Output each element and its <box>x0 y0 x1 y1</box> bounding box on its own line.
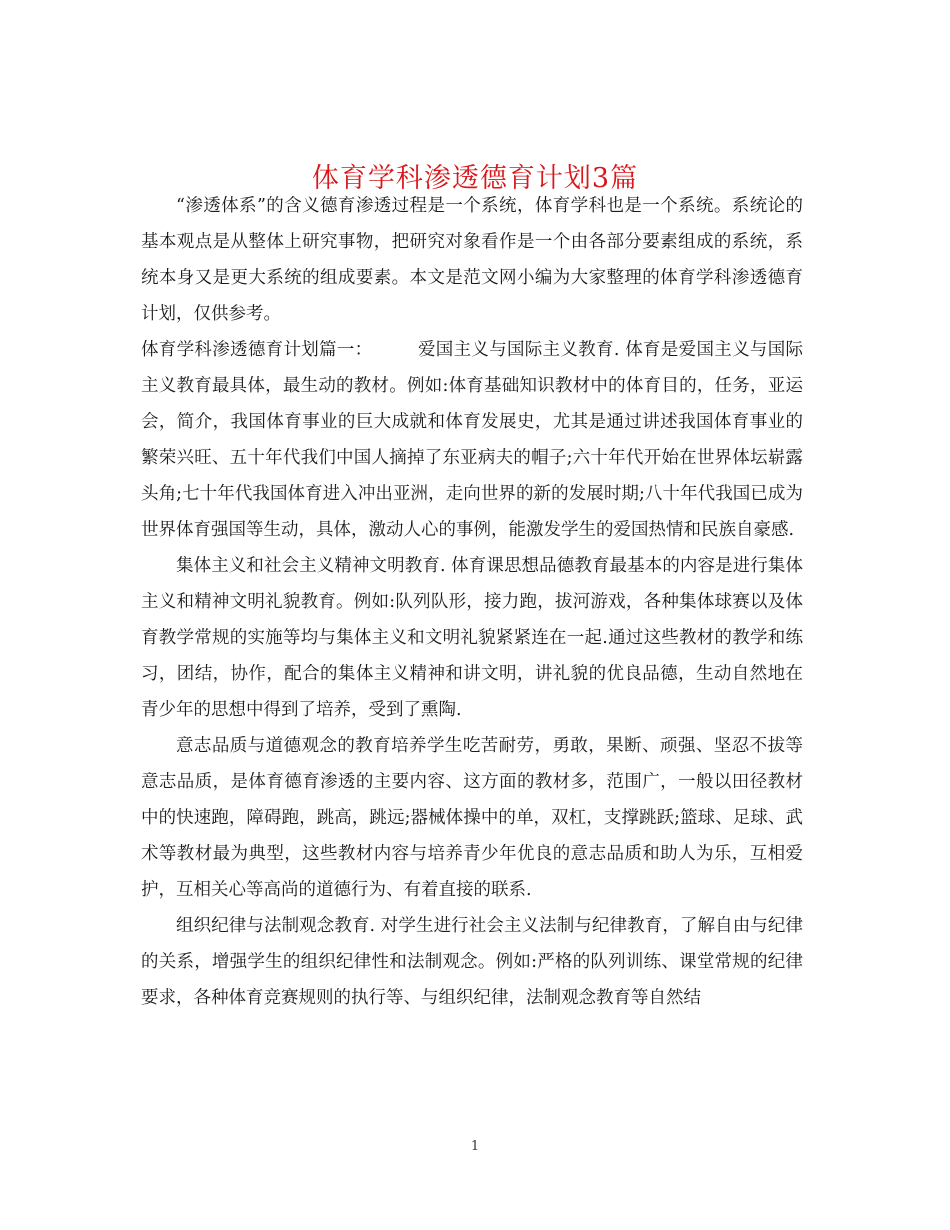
section-heading: 体育学科渗透德育计划篇一： <box>141 340 373 360</box>
section-first-text: 爱国主义与国际主义教育. 体育是爱国主义与国际主义教育最具体，最生动的教材。例如:体育基础知识教材中的体育目的，任务，亚运会，简介，我国体育事业的巨大成就和体育发展史，尤其是通过讲述我国体育事业的繁荣兴旺、五十年代我们中国人摘掉了东亚病夫的帽子;六十年代开始在世界体坛崭露头角;七十年代我国体育进入冲出亚洲，走向世界的新的发展时期;八十年代我国已成为世界体育强国等生动，具体，激动人心的事例，能激发学生的爱国热情和民族自豪感. <box>141 340 804 540</box>
body-paragraph-discipline: 组织纪律与法制观念教育. 对学生进行社会主义法制与纪律教育，了解自由与纪律的关系，增强学生的组织纪律性和法制观念。例如:严格的队列训练、课堂常规的纪律要求，各种体育竞赛规则的执行等、与组织纪律，法制观念教育等自然结 <box>141 916 803 1008</box>
document-title: 体育学科渗透德育计划3篇 <box>311 163 639 195</box>
page-number: 1 <box>470 1139 480 1154</box>
body-paragraph-collectivism: 集体主义和社会主义精神文明教育. 体育课思想品德教育最基本的内容是进行集体主义和精神文明礼貌教育。例如:队列队形，接力跑，拔河游戏，各种集体球赛以及体育教学常规的实施等均与集体主义和文明礼貌紧紧连在一起.通过这些教材的教学和练习，团结，协作，配合的集体主义精神和讲文明，讲礼貌的优良品德，生动自然地在青少年的思想中得到了培养，受到了熏陶. <box>141 556 803 720</box>
document-body <box>141 188 803 1016</box>
body-paragraph-willpower: 意志品质与道德观念的教育培养学生吃苦耐劳，勇敢，果断、顽强、坚忍不拔等意志品质，是体育德育渗透的主要内容、这方面的教材多，范围广，一般以田径教材中的快速跑，障碍跑，跳高，跳远;器械体操中的单，双杠，支撑跳跃;篮球、足球、武术等教材最为典型，这些教材内容与培养青少年优良的意志品质和助人为乐，互相爱护，互相关心等高尚的道德行为、有着直接的联系. <box>141 736 803 900</box>
section-first-paragraph <box>141 332 803 548</box>
intro-paragraph: “渗透体系”的含义德育渗透过程是一个系统，体育学科也是一个系统。系统论的基本观点是从整体上研究事物，把研究对象看作是一个由各部分要素组成的系统，系统本身又是更大系统的组成要素。本文是范文网小编为大家整理的体育学科渗透德育计划，仅供参考。 <box>141 196 803 324</box>
